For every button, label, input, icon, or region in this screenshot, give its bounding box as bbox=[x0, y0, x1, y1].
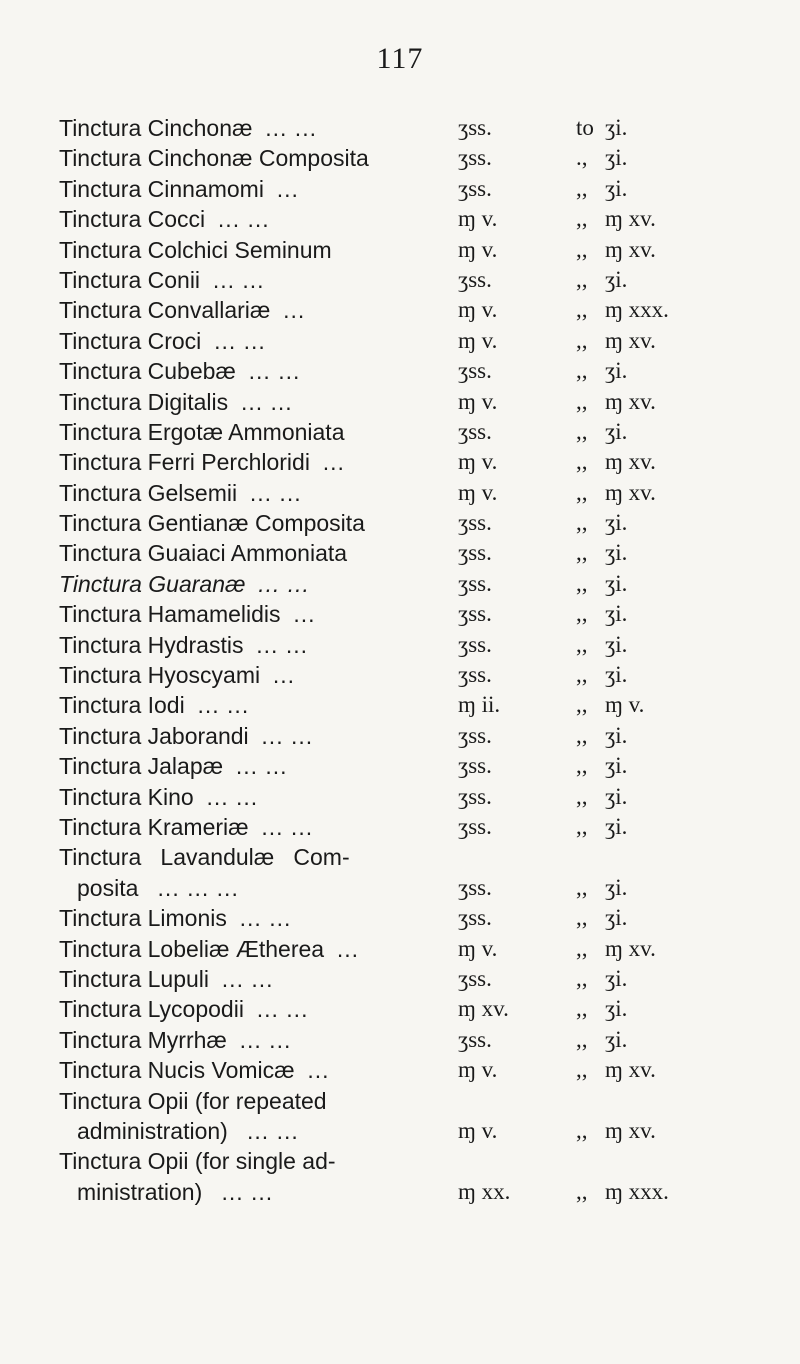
max-dose: ɱ xv. bbox=[605, 327, 656, 353]
tincture-name bbox=[59, 538, 454, 568]
dose-separator: ,, bbox=[576, 236, 588, 262]
dose-separator: ,, bbox=[576, 1026, 588, 1052]
tincture-name bbox=[59, 903, 454, 933]
tincture-name bbox=[59, 174, 454, 204]
min-dose: ʒss. bbox=[458, 783, 492, 809]
max-dose: ʒi. bbox=[605, 601, 628, 627]
dot-leader: ... ... bbox=[212, 266, 265, 293]
dot-leader: ... ... bbox=[258, 570, 310, 597]
min-dose: ɱ ii. bbox=[458, 692, 501, 718]
table-row bbox=[59, 508, 799, 538]
min-dose: ɱ v. bbox=[458, 206, 498, 232]
min-dose: ʒss. bbox=[458, 175, 492, 201]
min-dose: ɱ xv. bbox=[458, 996, 509, 1022]
dot-leader: ... ... bbox=[214, 327, 266, 354]
min-dose: ʒss. bbox=[458, 540, 492, 566]
dot-leader: ... bbox=[322, 449, 345, 476]
max-dose: ɱ xv. bbox=[605, 388, 656, 414]
dot-leader: ... ... ... bbox=[157, 874, 239, 901]
max-dose: ɱ xv. bbox=[605, 449, 656, 475]
table-row bbox=[59, 447, 799, 477]
table-row bbox=[59, 356, 799, 386]
table-row bbox=[59, 812, 799, 842]
dot-leader: ... ... bbox=[261, 722, 314, 749]
dot-leader: ... ... bbox=[240, 388, 293, 415]
dose-separator: ,, bbox=[576, 601, 588, 627]
tincture-name bbox=[59, 599, 454, 629]
tincture-name-line: Tinctura Guaiaci Ammoniata bbox=[59, 540, 348, 567]
table-row bbox=[59, 782, 799, 812]
max-dose: ʒi. bbox=[605, 266, 628, 292]
tincture-name bbox=[59, 1055, 454, 1085]
tincture-name bbox=[59, 387, 454, 417]
tincture-name-line: Tinctura Hydrastis bbox=[59, 631, 244, 658]
min-dose: ɱ v. bbox=[458, 479, 498, 505]
table-row bbox=[59, 721, 799, 751]
tincture-name-line: Tinctura Convallariæ bbox=[59, 297, 271, 324]
max-dose: ʒi. bbox=[605, 510, 628, 536]
table-row bbox=[59, 1146, 799, 1207]
tincture-name-line: Tinctura Gelsemii bbox=[59, 479, 238, 506]
table-row bbox=[59, 842, 799, 903]
tincture-name-line: Tinctura Opii (for single ad- bbox=[59, 1148, 336, 1175]
tincture-name-line: ministration) bbox=[77, 1178, 203, 1205]
table-row bbox=[59, 143, 799, 173]
min-dose: ʒss. bbox=[458, 570, 492, 596]
tincture-name bbox=[59, 842, 454, 903]
dose-separator: ,, bbox=[576, 1117, 588, 1143]
dot-leader: ... bbox=[276, 175, 299, 202]
tincture-name bbox=[59, 265, 454, 295]
dose-separator: ,, bbox=[576, 813, 588, 839]
dose-separator: ,, bbox=[576, 449, 588, 475]
dot-leader: ... ... bbox=[235, 753, 288, 780]
min-dose: ɱ v. bbox=[458, 297, 498, 323]
dose-separator: ,, bbox=[576, 1178, 588, 1204]
tincture-name-line: Tinctura Ergotæ Ammoniata bbox=[59, 418, 345, 445]
dose-separator: ,, bbox=[576, 631, 588, 657]
dose-separator: ,, bbox=[576, 1057, 588, 1083]
tincture-name bbox=[59, 447, 454, 477]
tincture-name-continuation bbox=[59, 873, 454, 903]
table-row bbox=[59, 934, 799, 964]
min-dose: ʒss. bbox=[458, 266, 492, 292]
max-dose: ɱ xv. bbox=[605, 236, 656, 262]
tincture-name bbox=[59, 478, 454, 508]
dose-separator: ,, bbox=[576, 753, 588, 779]
tincture-name-line: Tinctura Cinchonæ Composita bbox=[59, 145, 369, 172]
dose-table bbox=[59, 113, 799, 1207]
table-row bbox=[59, 599, 799, 629]
tincture-name-line: Tinctura Lupuli bbox=[59, 965, 210, 992]
tincture-name bbox=[59, 812, 454, 842]
min-dose: ʒss. bbox=[458, 965, 492, 991]
tincture-name-line: Tinctura Cinchonæ bbox=[59, 115, 253, 141]
dot-leader: ... ... bbox=[239, 1026, 292, 1053]
tincture-name-line: Tinctura Gentianæ Composita bbox=[59, 510, 365, 537]
dose-separator: ,, bbox=[576, 570, 588, 596]
tincture-name bbox=[59, 295, 454, 325]
tincture-name-line: Tinctura Hamamelidis bbox=[59, 601, 281, 628]
max-dose: ʒi. bbox=[605, 418, 628, 444]
max-dose: ɱ xv. bbox=[605, 206, 656, 232]
max-dose: ɱ xxx. bbox=[605, 1178, 669, 1204]
dose-separator: ,, bbox=[576, 479, 588, 505]
dot-leader: ... bbox=[307, 1057, 330, 1084]
min-dose: ʒss. bbox=[458, 753, 492, 779]
tincture-name bbox=[59, 630, 454, 660]
dose-separator: ,, bbox=[576, 388, 588, 414]
table-row bbox=[59, 326, 799, 356]
dose-separator: ,, bbox=[576, 692, 588, 718]
table-row bbox=[59, 538, 799, 568]
min-dose: ʒss. bbox=[458, 418, 492, 444]
tincture-name bbox=[59, 113, 454, 143]
min-dose: ʒss. bbox=[458, 1026, 492, 1052]
max-dose: ʒi. bbox=[605, 753, 628, 779]
tincture-name bbox=[59, 782, 454, 812]
dot-leader: ... ... bbox=[206, 783, 259, 810]
dot-leader: ... bbox=[283, 297, 306, 324]
table-row bbox=[59, 174, 799, 204]
dot-leader: ... ... bbox=[265, 115, 317, 141]
tincture-name-line: Tinctura Jaborandi bbox=[59, 722, 249, 749]
dose-separator: ,, bbox=[576, 722, 588, 748]
min-dose: ʒss. bbox=[458, 115, 492, 140]
tincture-name bbox=[59, 1086, 454, 1147]
table-row bbox=[59, 660, 799, 690]
tincture-name-line: Tinctura Lobeliæ Ætherea bbox=[59, 935, 325, 962]
dose-separator: ,, bbox=[576, 965, 588, 991]
min-dose: ɱ v. bbox=[458, 1117, 498, 1143]
max-dose: ɱ v. bbox=[605, 692, 645, 718]
tincture-name-line: Tinctura Nucis Vomicæ bbox=[59, 1057, 295, 1084]
tincture-name-line: Tinctura Cinnamomi bbox=[59, 175, 264, 202]
max-dose: ʒi. bbox=[605, 115, 628, 140]
tincture-name bbox=[59, 994, 454, 1024]
dot-leader: ... ... bbox=[256, 631, 308, 658]
dose-separator: ., bbox=[576, 145, 588, 171]
table-row bbox=[59, 903, 799, 933]
tincture-name-line: Tinctura Myrrhæ bbox=[59, 1026, 227, 1053]
tincture-name bbox=[59, 690, 454, 720]
dose-separator: ,, bbox=[576, 935, 588, 961]
table-row bbox=[59, 417, 799, 447]
table-row bbox=[59, 630, 799, 660]
tincture-name-line: Tinctura Jalapæ bbox=[59, 753, 224, 780]
min-dose: ɱ v. bbox=[458, 388, 498, 414]
dose-separator: ,, bbox=[576, 996, 588, 1022]
min-dose: ʒss. bbox=[458, 358, 492, 384]
max-dose: ʒi. bbox=[605, 722, 628, 748]
dose-separator: ,, bbox=[576, 297, 588, 323]
min-dose: ʒss. bbox=[458, 631, 492, 657]
tincture-name-line: Tinctura Colchici Seminum bbox=[59, 236, 332, 263]
max-dose: ʒi. bbox=[605, 145, 628, 171]
max-dose: ʒi. bbox=[605, 631, 628, 657]
tincture-name bbox=[59, 235, 454, 265]
dot-leader: ... ... bbox=[248, 358, 301, 385]
max-dose: ʒi. bbox=[605, 996, 628, 1022]
dose-separator: ,, bbox=[576, 175, 588, 201]
tincture-name-line: Tinctura Cocci bbox=[59, 206, 206, 233]
tincture-name-continuation bbox=[59, 1177, 454, 1207]
max-dose: ʒi. bbox=[605, 662, 628, 688]
table-row bbox=[59, 1025, 799, 1055]
tincture-name-line: Tinctura Iodi bbox=[59, 692, 185, 719]
max-dose: ʒi. bbox=[605, 175, 628, 201]
dose-separator: ,, bbox=[576, 783, 588, 809]
dot-leader: ... ... bbox=[256, 996, 309, 1023]
table-row bbox=[59, 235, 799, 265]
dose-separator: ,, bbox=[576, 206, 588, 232]
tincture-name-line: Tinctura Guaranæ bbox=[59, 570, 246, 597]
table-row bbox=[59, 994, 799, 1024]
table-row bbox=[59, 1086, 799, 1147]
dot-leader: ... ... bbox=[197, 692, 250, 719]
max-dose: ɱ xv. bbox=[605, 479, 656, 505]
dose-separator: ,, bbox=[576, 358, 588, 384]
min-dose: ʒss. bbox=[458, 722, 492, 748]
max-dose: ɱ xxx. bbox=[605, 297, 669, 323]
table-row bbox=[59, 295, 799, 325]
min-dose: ʒss. bbox=[458, 145, 492, 171]
tincture-name-line: Tinctura Lycopodii bbox=[59, 996, 244, 1023]
dose-separator: ,, bbox=[576, 540, 588, 566]
dot-leader: ... ... bbox=[249, 479, 302, 506]
table-row bbox=[59, 113, 799, 143]
max-dose: ʒi. bbox=[605, 874, 628, 900]
tincture-name-line: Tinctura Ferri Perchloridi bbox=[59, 449, 310, 476]
min-dose: ɱ v. bbox=[458, 327, 498, 353]
tincture-name bbox=[59, 326, 454, 356]
dose-separator: ,, bbox=[576, 510, 588, 536]
max-dose: ɱ xv. bbox=[605, 1117, 656, 1143]
table-row bbox=[59, 1055, 799, 1085]
max-dose: ɱ xv. bbox=[605, 935, 656, 961]
dot-leader: ... ... bbox=[261, 813, 314, 840]
dot-leader: ... bbox=[293, 601, 316, 628]
tincture-name-line: posita bbox=[77, 874, 139, 901]
max-dose: ʒi. bbox=[605, 358, 628, 384]
dot-leader: ... ... bbox=[217, 206, 270, 233]
table-row bbox=[59, 265, 799, 295]
max-dose: ʒi. bbox=[605, 965, 628, 991]
tincture-name bbox=[59, 1025, 454, 1055]
tincture-name-line: Tinctura Kino bbox=[59, 783, 194, 810]
tincture-name bbox=[59, 751, 454, 781]
tincture-name-line: Tinctura Croci bbox=[59, 327, 202, 354]
tincture-name bbox=[59, 508, 454, 538]
min-dose: ʒss. bbox=[458, 905, 492, 931]
min-dose: ɱ v. bbox=[458, 449, 498, 475]
max-dose: ʒi. bbox=[605, 905, 628, 931]
tincture-name bbox=[59, 569, 454, 599]
tincture-name-line: Tinctura Hyoscyami bbox=[59, 662, 261, 689]
dot-leader: ... ... bbox=[221, 1178, 274, 1205]
table-row bbox=[59, 204, 799, 234]
dot-leader: ... ... bbox=[239, 905, 292, 932]
dot-leader: ... bbox=[272, 662, 296, 689]
table-row bbox=[59, 387, 799, 417]
dot-leader: ... ... bbox=[247, 1117, 299, 1144]
min-dose: ɱ v. bbox=[458, 935, 498, 961]
table-row bbox=[59, 569, 799, 599]
dose-separator: ,, bbox=[576, 905, 588, 931]
min-dose: ɱ xx. bbox=[458, 1178, 511, 1204]
tincture-name-line: Tinctura Limonis bbox=[59, 905, 227, 932]
tincture-name bbox=[59, 143, 454, 173]
tincture-name bbox=[59, 1146, 454, 1207]
max-dose: ʒi. bbox=[605, 570, 628, 596]
tincture-name-line: Tinctura Krameriæ bbox=[59, 813, 249, 840]
max-dose: ʒi. bbox=[605, 540, 628, 566]
dose-separator: ,, bbox=[576, 418, 588, 444]
dose-separator: ,, bbox=[576, 662, 588, 688]
min-dose: ʒss. bbox=[458, 874, 492, 900]
table-row bbox=[59, 690, 799, 720]
min-dose: ɱ v. bbox=[458, 1057, 498, 1083]
tincture-name-line: Tinctura Lavandulæ Com- bbox=[59, 844, 350, 871]
dot-leader: ... bbox=[336, 935, 360, 962]
tincture-name bbox=[59, 964, 454, 994]
dose-separator: ,, bbox=[576, 327, 588, 353]
dose-separator: ,, bbox=[576, 266, 588, 292]
dose-separator: to bbox=[576, 115, 594, 140]
tincture-name-continuation bbox=[59, 1116, 454, 1146]
min-dose: ʒss. bbox=[458, 601, 492, 627]
tincture-name bbox=[59, 721, 454, 751]
tincture-name bbox=[59, 934, 454, 964]
table-row bbox=[59, 964, 799, 994]
min-dose: ʒss. bbox=[458, 662, 492, 688]
tincture-name-line: Tinctura Conii bbox=[59, 266, 201, 293]
tincture-name-line: Tinctura Cubebæ bbox=[59, 358, 236, 385]
table-row bbox=[59, 478, 799, 508]
tincture-name-line: Tinctura Opii (for repeated bbox=[59, 1087, 327, 1114]
tincture-name bbox=[59, 204, 454, 234]
max-dose: ʒi. bbox=[605, 783, 628, 809]
table-row bbox=[59, 751, 799, 781]
min-dose: ʒss. bbox=[458, 813, 492, 839]
tincture-name bbox=[59, 356, 454, 386]
max-dose: ʒi. bbox=[605, 813, 628, 839]
tincture-name bbox=[59, 660, 454, 690]
dose-separator: ,, bbox=[576, 874, 588, 900]
min-dose: ʒss. bbox=[458, 510, 492, 536]
tincture-name bbox=[59, 417, 454, 447]
min-dose: ɱ v. bbox=[458, 236, 498, 262]
dot-leader: ... ... bbox=[221, 965, 274, 992]
max-dose: ɱ xv. bbox=[605, 1057, 656, 1083]
tincture-name-line: administration) bbox=[77, 1117, 228, 1144]
page-number: 117 bbox=[376, 42, 424, 75]
tincture-name-line: Tinctura Digitalis bbox=[59, 388, 229, 415]
max-dose: ʒi. bbox=[605, 1026, 628, 1052]
